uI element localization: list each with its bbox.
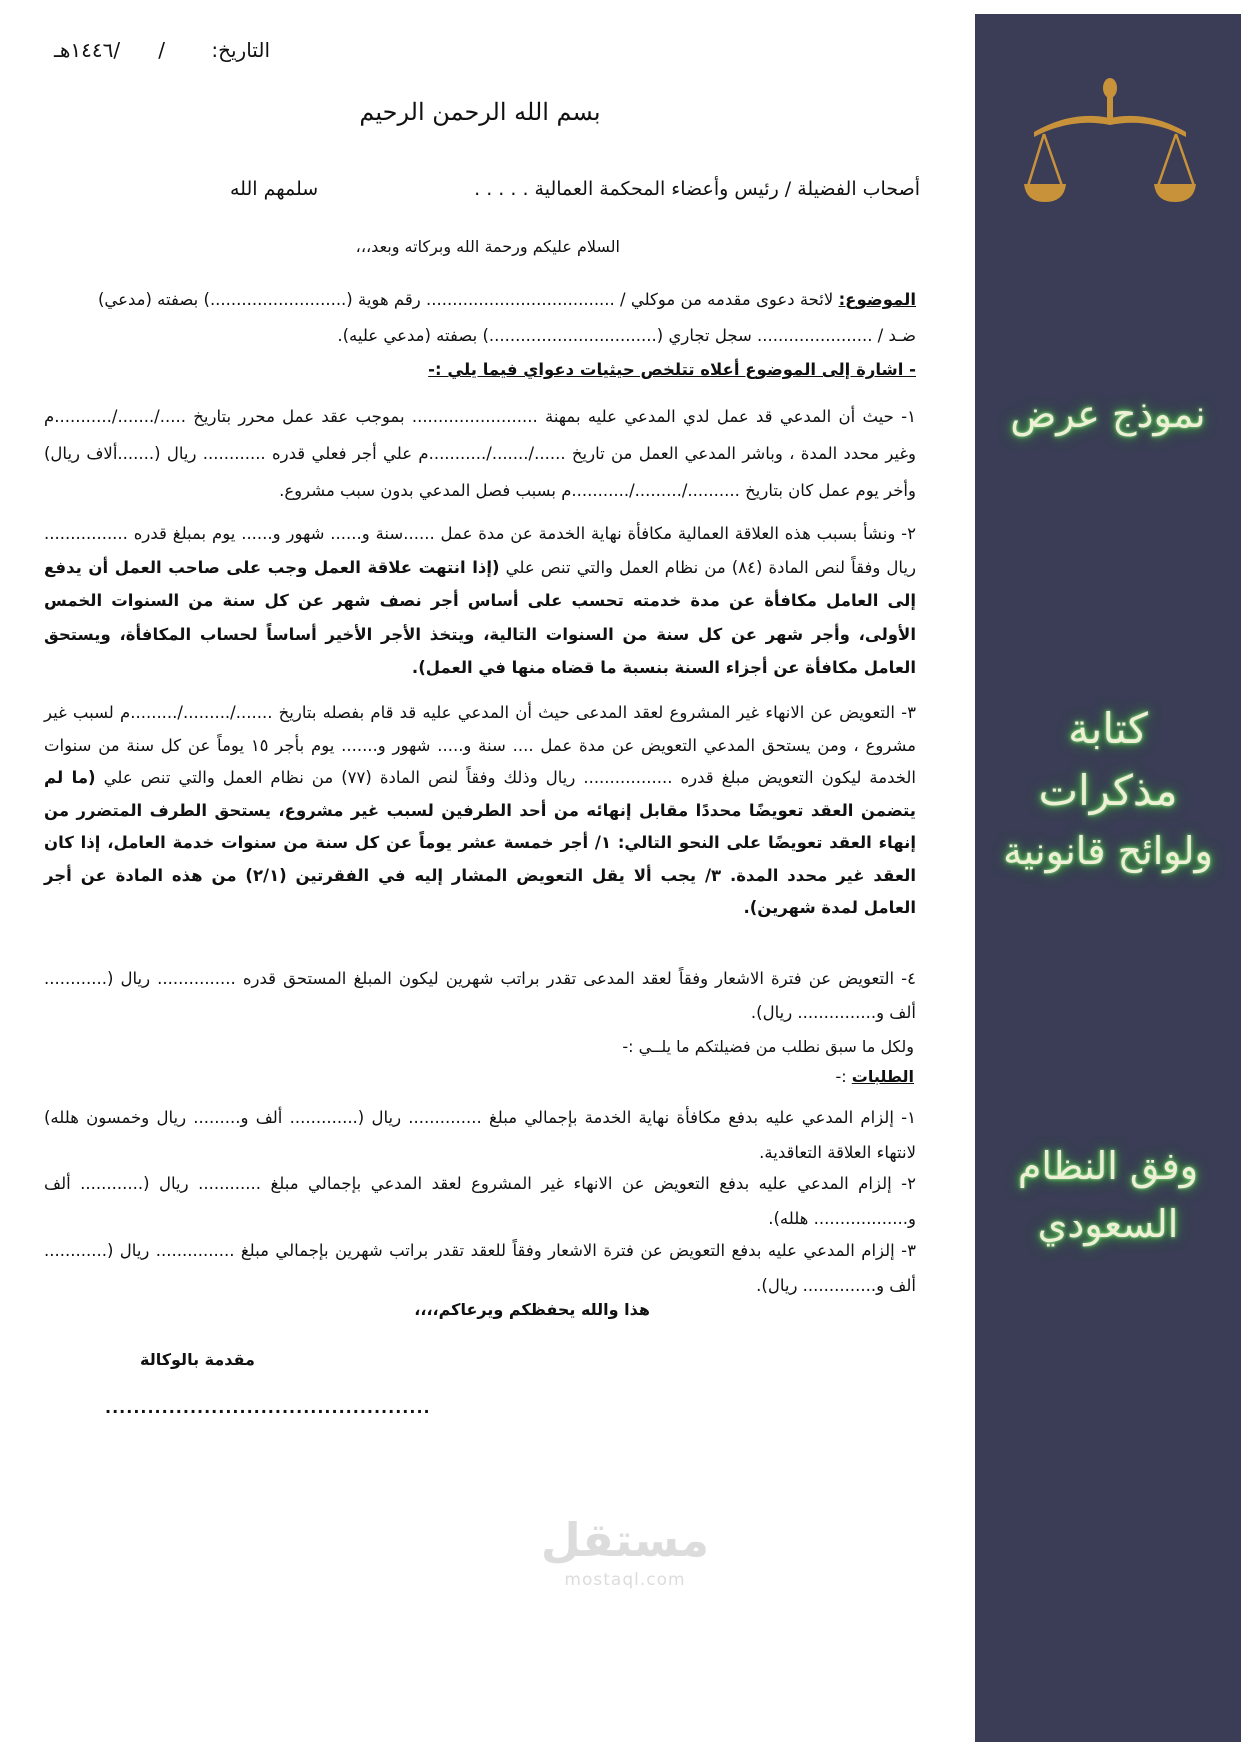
closing-blessing: هذا والله يحفظكم ويرعاكم،،،، [414,1300,650,1319]
paragraph-3 [44,697,916,925]
signer-label: مقدمة بالوكالة [140,1350,255,1369]
paragraph-3-article: (ما لم يتضمن العقد تعويضًا محددًا مقابل إنهائه من أحد الطرفين لسبب غير مشروع، يستحق الطرف المتضرر من إنهاء العقد تعويضًا على النحو التالي: ١/ أجر خمسة عشر يوماً عن كل سنة من سنوات خدمة العامل، إذا كان العقد غير محدد المدة. ٣/ يجب ألا يقل التعويض المشار إليه في الفقرتين (٢/١) من هذه المادة عن أجر العامل لمدة شهرين). [44,768,916,917]
addressee-text: أصحاب الفضيلة / رئيس وأعضاء المحكمة العمالية . . . . . [474,178,920,200]
subject-line-1 [44,282,916,317]
requests-title-suffix: :- [835,1067,852,1086]
sidebar-heading-3-line-2: السعودي [1037,1202,1179,1246]
paragraph-2-article: (إذا انتهت علاقة العمل وجب على صاحب العمل أن يدفع إلى العامل مكافأة عن مدة خدمته تحسب على أساس أجر نصف شهر عن كل سنة من السنوات الخمس الأولى، وأجر شهر عن كل سنة من السنوات التالية، ويتخذ الأجر الأخير أساساً لحساب المكافأة، ويستحق العامل مكافأة عن أجزاء السنة بنسبة ما قضاه منها في العمل). [44,557,916,677]
basmala: بسم الله الرحمن الرحيم [359,98,601,126]
watermark [540,1510,710,1590]
sidebar-heading-2-line-3: ولوائح قانونية [1003,829,1213,873]
scales-icon [1020,74,1200,214]
requests-intro: ولكل ما سبق نطلب من فضيلتكم ما يلــي :- [622,1037,914,1056]
request-2: ٢- إلزام المدعي عليه بدفع التعويض عن الانهاء غير المشروع لعقد المدعي بإجمالي مبلغ ............ ريال (............ ألف و.................. هلله). [44,1174,916,1228]
salutation: السلام عليكم ورحمة الله وبركاته وبعد،،، [355,237,620,256]
date-value: / /١٤٤٦هـ [53,38,165,62]
paragraph-4: ٤- التعويض عن فترة الاشعار وفقاً لعقد المدعى تقدر براتب شهرين ليكون المبلغ المستحق قدره ............... ريال (............ ألف و............... ريال). [44,969,916,1022]
paragraph-1: ١- حيث أن المدعي قد عمل لدي المدعي عليه بمهنة ........................ بموجب عقد عمل محرر بتاريخ ...../......./...........م وغير محدد المدة ، وباشر المدعي العمل من تاريخ ....../......./...........م علي أجر فعلي قدره ............ ريال (.......ألاف ريال) وأخر يوم عمل كان بتاريخ ........../........./...........م بسبب فصل المدعي بدون سبب مشروع. [44,407,916,500]
addressee [40,178,920,200]
paragraph-2 [44,517,916,685]
date-line [54,38,270,62]
subject-line-3: - اشارة إلى الموضوع أعلاه تتلخص حيثيات دعواي فيما يلي :- [428,360,916,379]
requests-title-text: الطلبات [851,1067,914,1086]
sidebar-heading-2-line-2: مذكرات [1038,766,1178,815]
request-3: ٣- إلزام المدعي عليه بدفع التعويض عن فترة الاشعار وفقاً للعقد تقدر براتب شهرين بإجمالي مبلغ ............... ريال (............ ألف و.............. ريال). [44,1241,916,1295]
paragraph-2-text: ٢- ونشأ بسبب هذه العلاقة العمالية مكافأة نهاية الخدمة عن مدة عمل ......سنة و...... شهور و...... يوم بمبلغ قدره ................ ريال وفقاً لنص المادة (٨٤) من نظام العمل والتي تنص علي [44,524,917,577]
sidebar-panel [975,14,1241,1742]
subject-text-1: لائحة دعوى مقدمه من موكلي / .................................... رقم هوية (..........................) بصفته (مدعي) [97,290,834,309]
watermark-url: mostaql.com [564,1570,686,1590]
subject-line-2: ضـد / ...................... سجل تجاري (................................) بصفته (مدعي عليه). [337,326,916,345]
watermark-brand: مستقل [540,1513,710,1567]
request-1: ١- إلزام المدعي عليه بدفع مكافأة نهاية الخدمة بإجمالي مبلغ .............. ريال (............. ألف و......... ريال وخمسون هلله) لانتهاء العلاقة التعاقدية. [44,1108,916,1162]
signature-line: .............................................. [105,1398,431,1417]
requests-title [836,1067,914,1086]
sidebar-heading-2-line-1: كتابة [1068,704,1148,753]
date-label: التاريخ: [211,38,270,62]
subject-label: الموضوع: [838,290,916,309]
document-page [40,30,920,1730]
paragraph-3-text: ٣- التعويض عن الانهاء غير المشروع لعقد المدعى حيث أن المدعي عليه قد قام بفصله بتاريخ ......./........./.........م لسبب غير مشروع ، ومن يستحق المدعي التعويض عن مدة عمل .... سنة و..... شهور و....... يوم بأجر ١٥ يوماً عن كل سنة من سنوات الخدمة ليكون التعويض مبلغ قدره ................. ريال وذلك وفقاً لنص المادة (٧٧) من نظام العمل والتي تنص علي [44,703,917,787]
sidebar-heading-1: نموذج عرض [1010,392,1206,436]
greeting-short: سلمهم الله [230,178,319,200]
sidebar-heading-3-line-1: وفق النظام [1017,1144,1199,1188]
